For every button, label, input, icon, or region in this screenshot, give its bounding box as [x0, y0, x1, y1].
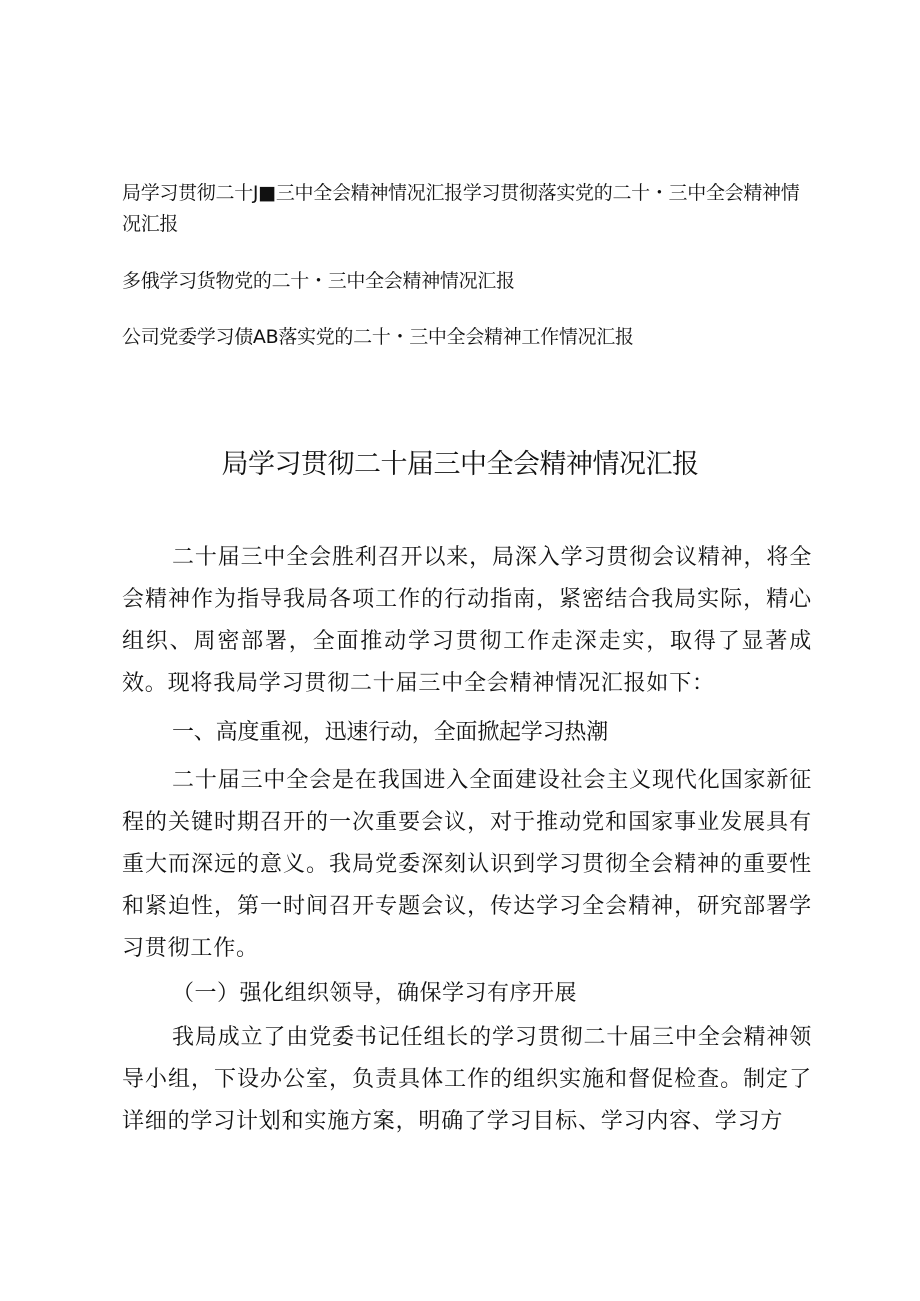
paragraph-subsection-1: 我局成立了由党委书记任组长的学习贯彻二十届三中全会精神领导小组，下设办公室，负责具体工作的组织实施和督促检查。制定了详细的学习计划和实施方案，明确了学习目标、学习内容、学习方 — [122, 1025, 812, 1134]
toc-item-1: 局学习贯彻二十J■三中全会精神情况汇报学习贯彻落实党的二十・三中全会精神情况汇报 — [122, 182, 800, 235]
paragraph-intro: 二十届三中全会胜利召开以来，局深入学习贯彻会议精神，将全会精神作为指导我局各项工作的行动指南，紧密结合我局实际，精心组织、周密部署，全面推动学习贯彻工作走深走实，取得了显著成效。现将我局学习贯彻二十届三中全会精神情况汇报如下： — [122, 545, 812, 696]
subsection-heading-1: （一）强化组织领导，确保学习有序开展 — [172, 981, 578, 1006]
paragraph-section-1: 二十届三中全会是在我国进入全面建设社会主义现代化国家新征程的关键时期召开的一次重要会议，对于推动党和国家事业发展具有重大而深远的意义。我局党委深刻认识到学习贯彻全会精神的重要性和紧迫性，第一时间召开专题会议，传达学习全会精神，研究部署学习贯彻工作。 — [122, 768, 812, 961]
section-heading-1: 一、高度重视，迅速行动，全面掀起学习热潮 — [172, 720, 609, 745]
toc-item-2: 多俄学习货物党的二十・三中全会精神情况汇报 — [122, 270, 515, 292]
document-title: 局学习贯彻二十届三中全会精神情况汇报 — [221, 449, 699, 480]
toc-item-3: 公司党委学习债AB落实党的二十・三中全会精神工作情况汇报 — [122, 326, 634, 348]
